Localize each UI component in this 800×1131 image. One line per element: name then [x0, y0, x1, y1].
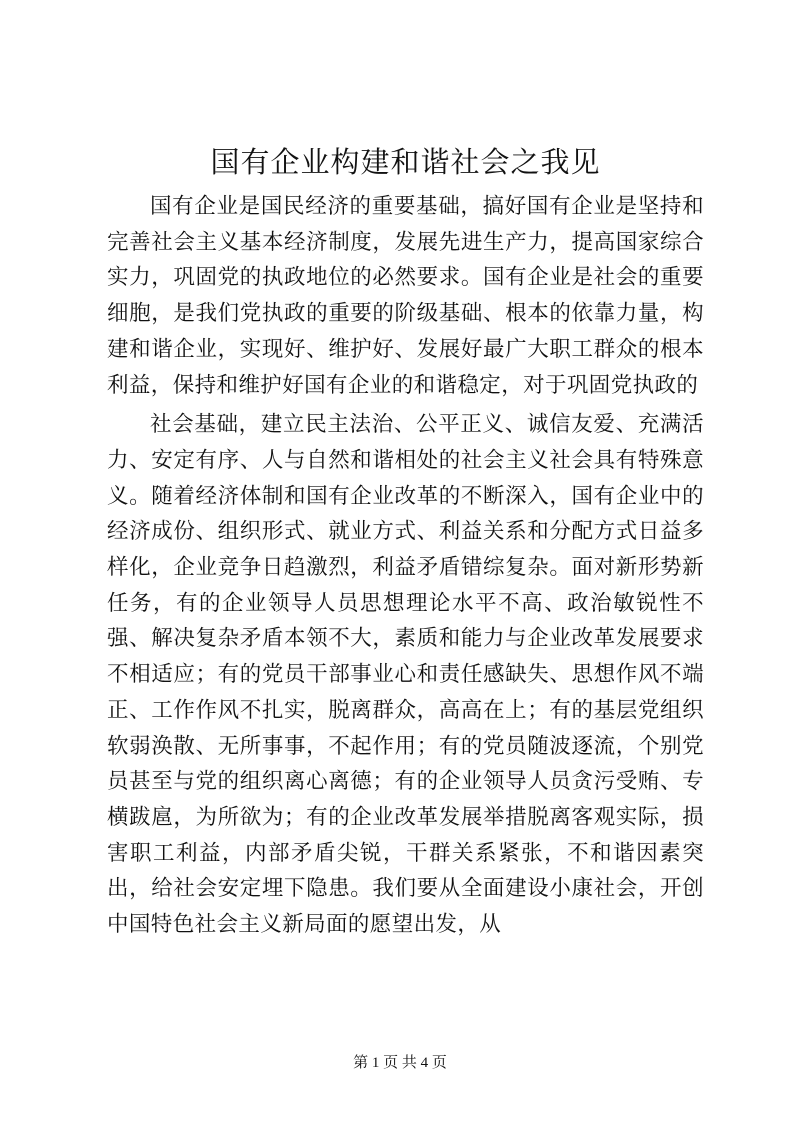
paragraph-1: 国有企业是国民经济的重要基础，搞好国有企业是坚持和完善社会主义基本经济制度，发展先进生产力，提高国家综合实力，巩固党的执政地位的必然要求。国有企业是社会的重要细胞，是我们党执政的重要的阶级基础、根本的依靠力量，构建和谐企业，实现好、维护好、发展好最广大职工群众的根本利益，保持和维护好国有企业的和谐稳定，对于巩固党执政的 [107, 194, 704, 398]
paragraph-2: 社会基础，建立民主法治、公平正义、诚信友爱、充满活力、安定有序、人与自然和谐相处的社会主义社会具有特殊意义。随着经济体制和国有企业改革的不断深入，国有企业中的经济成份、组织形式、就业方式、利益关系和分配方式日益多样化，企业竞争日趋激烈，利益矛盾错综复杂。面对新形势新任务，有的企业领导人员思想理论水平不高、政治敏锐性不强、解决复杂矛盾本领不大，素质和能力与企业改革发展要求不相适应；有的党员干部事业心和责任感缺失、思想作风不端正、工作作风不扎实，脱离群众，高高在上；有的基层党组织软弱涣散、无所事事，不起作用；有的党员随波逐流，个别党员甚至与党的组织离心离德；有的企业领导人员贪污受贿、专横跋扈，为所欲为；有的企业改革发展举措脱离客观实际，损害职工利益，内部矛盾尖锐，干群关系紧张，不和谐因素突出，给社会安定埋下隐患。我们要从全面建设小康社会，开创中国特色社会主义新局面的愿望出发，从 [107, 412, 704, 938]
page-number-footer: 第 1 页 共 4 页 [353, 1055, 447, 1071]
document-title: 国有企业构建和谐社会之我见 [210, 145, 601, 179]
document-body [107, 189, 704, 943]
